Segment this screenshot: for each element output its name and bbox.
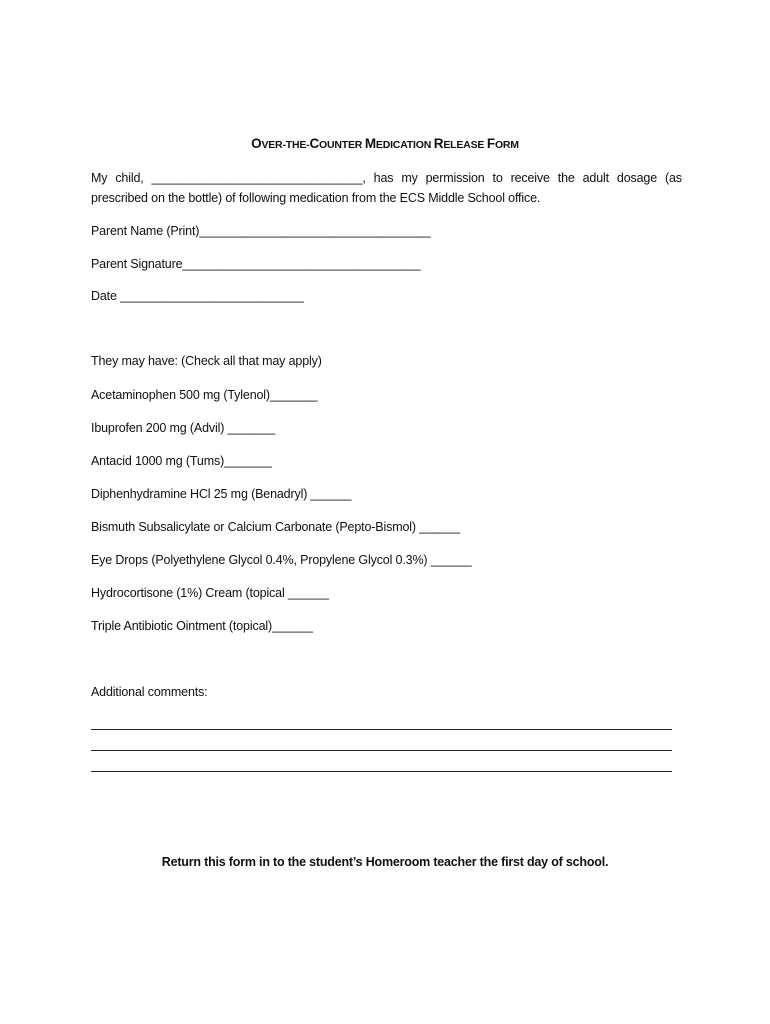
title-part: ELEASE xyxy=(443,139,487,151)
medication-item-hydrocortisone[interactable]: Hydrocortisone (1%) Cream (topical ______ xyxy=(91,586,329,600)
title-part: M xyxy=(364,136,376,151)
intro-word: adult xyxy=(582,171,609,185)
title-part: ORM xyxy=(494,139,519,151)
intro-word: has xyxy=(373,171,394,185)
title-part: R xyxy=(433,136,444,151)
return-instructions: Return this form in to the student’s Homeroom teacher the first day of school. xyxy=(161,855,609,869)
intro-line-1 xyxy=(91,168,682,188)
comments-line-2[interactable] xyxy=(91,750,672,751)
comments-line-1[interactable] xyxy=(91,729,672,730)
title-part: F xyxy=(486,136,495,151)
intro-word: the xyxy=(557,171,575,185)
comments-label: Additional comments: xyxy=(91,685,208,699)
medication-item-triple-antibiotic[interactable]: Triple Antibiotic Ointment (topical)______ xyxy=(91,619,313,633)
medication-item-ibuprofen[interactable]: Ibuprofen 200 mg (Advil) _______ xyxy=(91,421,276,435)
intro-paragraph xyxy=(91,168,682,208)
intro-word: child, xyxy=(115,171,144,185)
medication-item-diphenhydramine[interactable]: Diphenhydramine HCl 25 mg (Benadryl) ______ xyxy=(91,487,352,501)
child-name-blank[interactable]: _______________________________, xyxy=(151,171,366,185)
title-part: EDICATION xyxy=(375,139,434,151)
intro-word: receive xyxy=(510,171,550,185)
intro-word: (as xyxy=(664,171,682,185)
parent-signature-field[interactable]: Parent Signature___________________________________ xyxy=(91,257,421,271)
parent-name-field[interactable]: Parent Name (Print)__________________________________ xyxy=(91,224,431,238)
medication-item-bismuth[interactable]: Bismuth Subsalicylate or Calcium Carbonate (Pepto-Bismol) ______ xyxy=(91,520,461,534)
medication-item-antacid[interactable]: Antacid 1000 mg (Tums)_______ xyxy=(91,454,272,468)
intro-word: my xyxy=(401,171,418,185)
title-part: VER-THE- xyxy=(261,139,310,151)
intro-word: permission xyxy=(425,171,485,185)
date-field[interactable]: Date ___________________________ xyxy=(91,289,304,303)
medication-item-eye-drops[interactable]: Eye Drops (Polyethylene Glycol 0.4%, Propylene Glycol 0.3%) ______ xyxy=(91,553,472,567)
comments-line-3[interactable] xyxy=(91,771,672,772)
medications-heading: They may have: (Check all that may apply) xyxy=(91,354,322,368)
title-part: O xyxy=(251,136,262,151)
title-part: C xyxy=(309,136,319,151)
form-title xyxy=(0,136,770,151)
intro-line-2: prescribed on the bottle) of following medication from the ECS Middle School office. xyxy=(91,191,541,205)
intro-word: My xyxy=(91,171,108,185)
intro-word: to xyxy=(492,171,503,185)
intro-word: dosage xyxy=(616,171,658,185)
title-part: OUNTER xyxy=(319,139,365,151)
medication-item-acetaminophen[interactable]: Acetaminophen 500 mg (Tylenol)_______ xyxy=(91,388,318,402)
